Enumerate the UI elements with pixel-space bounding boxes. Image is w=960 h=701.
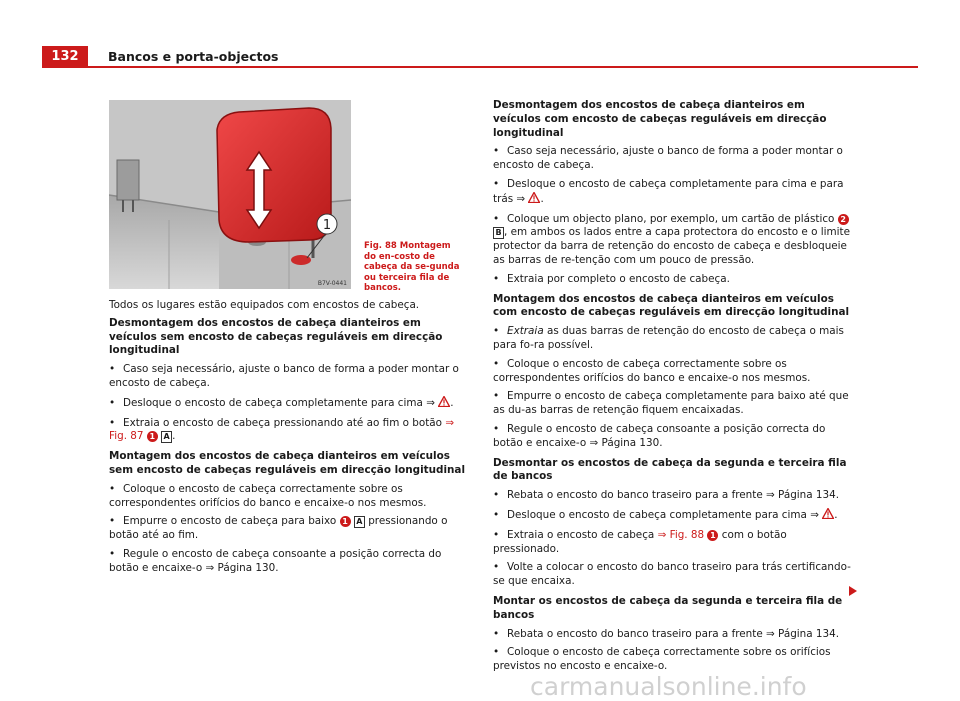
section-heading: Montar os encostos de cabeça da segunda e terceira fila de bancos [493, 594, 843, 621]
list-item: • Caso seja necessário, ajuste o banco de forma a poder montar o encosto de cabeça. [493, 145, 843, 172]
bullet-icon: • [493, 528, 500, 541]
list-item: • Caso seja necessário, ajuste o banco de forma a poder montar o encosto de cabeça. [109, 363, 459, 389]
headrest-illustration [109, 100, 351, 289]
left-column [109, 299, 469, 581]
watermark: carmanualsonline.info [530, 672, 807, 701]
bullet-icon: • [109, 547, 116, 560]
figure-link[interactable]: ⇒ Fig. 88 [657, 528, 705, 541]
bullet-icon: • [493, 272, 500, 285]
section-heading: Desmontar os encostos de cabeça da segunda e terceira fila de bancos [493, 456, 847, 483]
list-item: • Rebata o encosto do banco traseiro para a frente ⇒ Página 134. [493, 489, 840, 502]
right-column [493, 99, 855, 679]
figure-link[interactable]: ⇒ Fig. 87 [109, 416, 455, 443]
letter-label-icon: A [161, 431, 172, 443]
next-page-arrow-icon[interactable] [848, 582, 858, 601]
section-heading: Desmontagem dos encostos de cabeça dianteiros em veículos sem encosto de cabeças reguláveis em direcção longitudinal [109, 316, 443, 357]
bullet-icon: • [109, 515, 116, 528]
warning-triangle-icon[interactable] [438, 396, 450, 412]
figure-code: B7V-0441 [317, 280, 347, 287]
section-heading: Montagem dos encostos de cabeça dianteiros em veículos sem encosto de cabeças reguláveis em direcção longitudinal [109, 450, 466, 476]
letter-label-icon: B [493, 227, 504, 239]
section-heading: Desmontagem dos encostos de cabeça dianteiros em veículos com encosto de cabeças reguláveis em direcção longitudinal [493, 99, 827, 139]
list-item: • Extraia o encosto de cabeça pressionando até ao fim o botão ⇒ Fig. 87 1 A . [109, 416, 455, 443]
bullet-icon: • [493, 212, 500, 225]
list-item: • Extraia o encosto de cabeça ⇒ Fig. 88 1 com o botão pressionado. [493, 528, 787, 555]
list-item: • Volte a colocar o encosto do banco traseiro para trás certificando-se que encaixa. [493, 561, 851, 588]
bullet-icon: • [109, 416, 116, 429]
bullet-icon: • [493, 627, 500, 640]
bullet-icon: • [493, 325, 500, 338]
letter-label-icon: A [354, 516, 365, 528]
bullet-icon: • [109, 396, 116, 409]
figure-caption: Fig. 88 Montagem do en-costo de cabeça da se-gunda ou terceira fila de bancos. [364, 241, 460, 293]
callout-number-icon: 1 [340, 516, 351, 527]
intro-text: Todos os lugares estão equipados com encostos de cabeça. [109, 299, 420, 311]
figure-88-headrest [109, 100, 351, 289]
callout-number-icon: 2 [838, 214, 849, 225]
list-item: • Coloque o encosto de cabeça correctamente sobre os orifícios previstos no encosto e encaixe-o. [493, 646, 831, 673]
page-number: 132 [42, 46, 88, 66]
callout-number-icon: 1 [147, 431, 158, 442]
list-item: • Coloque o encosto de cabeça correctamente sobre os correspondentes orifícios do banco e encaixe-o nos mesmos. [493, 357, 811, 384]
bullet-icon: • [493, 177, 500, 190]
list-item: • Desloque o encosto de cabeça completamente para cima ⇒ . [109, 396, 469, 412]
list-item: • Extraia por completo o encosto de cabeça. [493, 272, 730, 285]
bullet-icon: • [493, 390, 500, 403]
bullet-icon: • [109, 363, 116, 376]
list-item: • Desloque o encosto de cabeça completamente para cima e para trás ⇒ . [493, 178, 855, 208]
page-title: Bancos e porta-objectos [108, 49, 279, 64]
list-item: • Rebata o encosto do banco traseiro para a frente ⇒ Página 134. [493, 627, 840, 640]
warning-triangle-icon[interactable] [528, 192, 540, 208]
section-heading: Montagem dos encostos de cabeça dianteiros em veículos com encosto de cabeças reguláveis em direcção longitudinal [493, 292, 850, 319]
bullet-icon: • [493, 422, 500, 435]
figure-callout: 1 [322, 218, 332, 233]
bullet-icon: • [493, 508, 500, 521]
list-item: • Empurre o encosto de cabeça completamente para baixo até que as du-as barras de retenção fiquem encaixadas. [493, 390, 849, 417]
warning-triangle-icon[interactable] [822, 508, 834, 524]
bullet-icon: • [493, 646, 500, 659]
list-item: • Empurre o encosto de cabeça para baixo 1 A pressionando o botão até ao fim. [109, 515, 448, 542]
bullet-icon: • [493, 357, 500, 370]
callout-number-icon: 1 [707, 530, 718, 541]
list-item: • Coloque o encosto de cabeça correctamente sobre os correspondentes orifícios do banco e encaixe-o nos mesmos. [109, 482, 427, 509]
bullet-icon: • [493, 561, 500, 574]
bullet-icon: • [493, 489, 500, 502]
header-rule [42, 66, 918, 68]
bullet-icon: • [109, 482, 116, 495]
list-item: • Regule o encosto de cabeça consoante a posição correcta do botão e encaixe-o ⇒ Página 130. [493, 422, 826, 449]
list-item: • Coloque um objecto plano, por exemplo, um cartão de plástico 2 B , em ambos os lados entre a capa protectora do encosto e o limite protector da barra de retenção do encosto de cabeça e desbloqueie as barras de re-tenção com um pouco de pressão. [493, 212, 850, 266]
list-item: • Desloque o encosto de cabeça completamente para cima ⇒ . [493, 508, 855, 524]
list-item: • Regule o encosto de cabeça consoante a posição correcta do botão e encaixe-o ⇒ Página 130. [109, 547, 442, 574]
bullet-icon: • [493, 145, 500, 158]
list-item: • Extraia as duas barras de retenção do encosto de cabeça o mais para fo-ra possível. [493, 325, 844, 351]
